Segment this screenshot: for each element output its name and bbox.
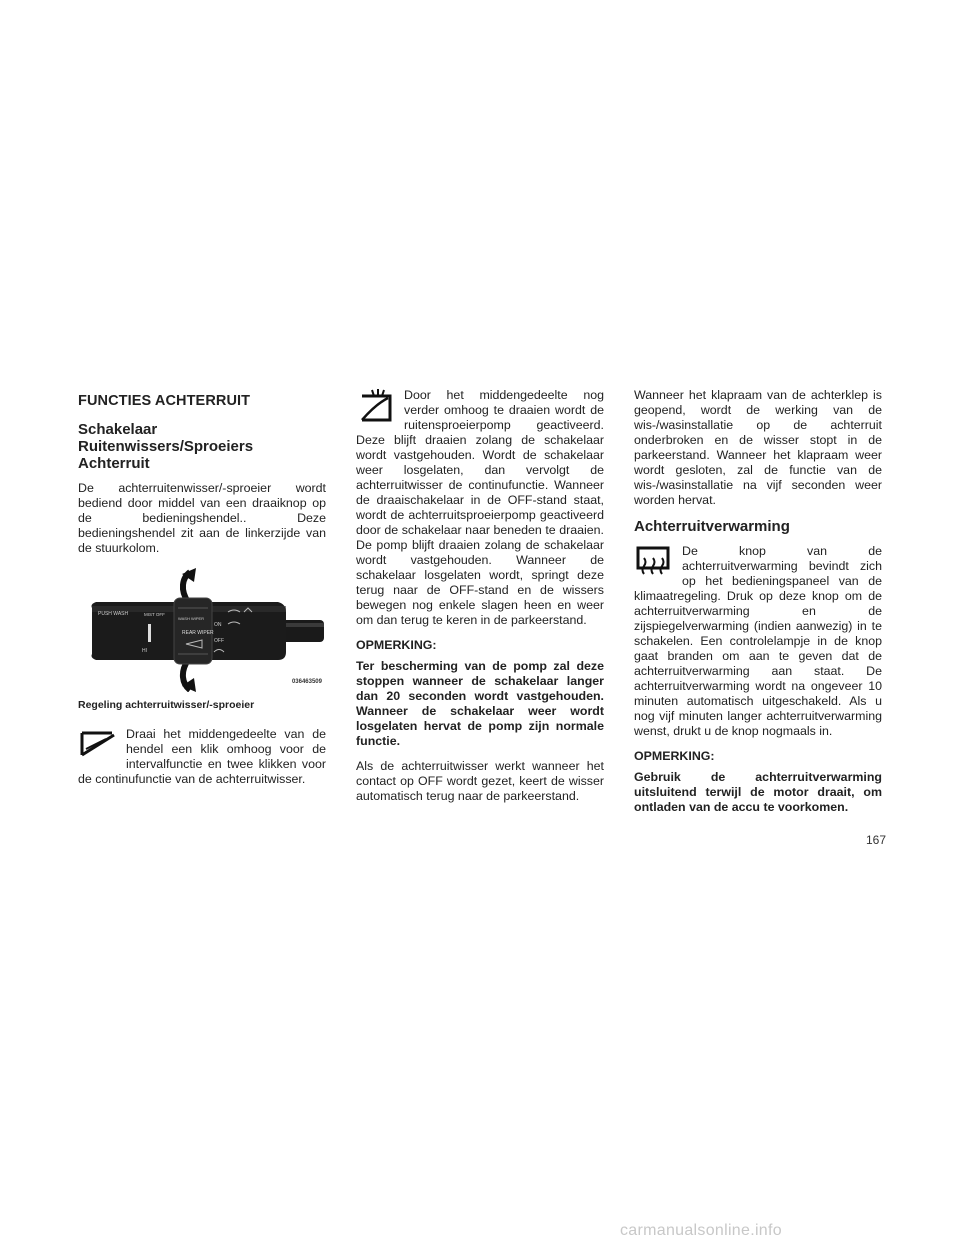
washer-paragraph-block [356,388,604,638]
washer-paragraph: Door het middengedeelte nog verder omhoog te draaien wordt de ruitensproeierpomp geactiveerd. Deze blijft draaien zolang de schakelaar wordt vastgehouden. Wordt de schakelaar weer losgelaten, dan vervolgt de achterruitwisser de continufunctie. Wanneer de draaischakelaar in de OFF-stand staat, wordt de achterruitsproeierpomp geactiveerd door de schakelaar naar beneden te draaien. De pomp blijft draaien zolang de schakelaar wordt vastgehouden. Wanneer de schakelaar losgelaten wordt, springt deze terug naar de OFF-stand en de wissers bewegen nog enkele slagen heen en weer om dan terug te keren in de parkeerstand. [356,388,604,627]
wiper-paragraph-block [78,727,326,797]
wiper-lever-illustration [78,568,326,692]
subsection-title-wiper-switch: Schakelaar Ruitenwissers/Sproeiers Achterruit [78,421,254,472]
note1-title: OPMERKING: [356,638,437,652]
label-rear-wiper: REAR WIPER [182,630,214,636]
subsection-title-defrost: Achterruitverwarming [634,518,790,535]
rear-wiper-icon [78,727,118,765]
label-wash-wiper: WASH WIPER [178,616,205,621]
defrost-icon [634,544,674,582]
note2-title: OPMERKING: [634,749,715,763]
note2-body: Gebruik de achterruitverwarming uitsluitend terwijl de motor draait, om ontladen van de accu te voorkomen. [634,770,882,814]
figure-code: 036463509 [291,679,322,685]
rear-washer-icon [356,388,396,426]
wiper-lever-figure [78,568,326,692]
column-right [634,388,882,825]
wiper-paragraph: Draai het middengedeelte van de hendel een klik omhoog voor de intervalfunctie en twee klikken voor de continufunctie van de achterruitwisser. [78,727,326,786]
label-mist-off: MIST OFF [144,612,165,617]
liftgate-paragraph: Wanneer het klapraam van de achterklep is geopend, wordt de werking van de wis-/wasinstallatie op de achterruit onderbroken en de wisser stopt in de parkeerstand. Wanneer het klapraam weer wordt gesloten, zal de functie van de wis-/wasinstallatie na vijf seconden weer worden hervat. [634,388,882,507]
label-on: ON [214,622,222,628]
watermark: carmanualsonline.info [620,1222,782,1239]
column-middle [356,388,604,814]
label-off: OFF [214,638,224,644]
column-left [78,388,326,797]
figure-caption: Regeling achterruitwisser/-sproeier [78,699,255,711]
section-title: FUNCTIES ACHTERRUIT [78,393,251,409]
intro-paragraph: De achterruitenwisser/-sproeier wordt bediend door middel van een draaiknop op de bedieningshendel.. Deze bedieningshendel zit aan de linkerzijde van de stuurkolom. [78,481,326,555]
ignition-paragraph: Als de achterruitwisser werkt wanneer het contact op OFF wordt gezet, keert de wisser automatisch terug naar de parkeerstand. [356,759,604,803]
note1-body: Ter bescherming van de pomp zal deze stoppen wanneer de schakelaar langer dan 20 seconden wordt vastgehouden. Wanneer de schakelaar weer wordt losgelaten hervat de pomp zijn normale functie. [356,659,604,748]
label-hi: HI [142,648,147,654]
defrost-paragraph: De knop van de achterruitverwarming bevindt zich op het bedieningspaneel van de klimaatregeling. Druk op deze knop om de achterruitverwarming en de zijspiegelverwarming (indien aanwezig) in te schakelen. Een controlelampje in de knop gaat branden om aan te geven dat de achterruitverwarming aan staat. De achterruitverwarming wordt na ongeveer 10 minuten automatisch uitgeschakeld. Als u nog vijf minuten langer achterruitverwarming wenst, drukt u de knop nogmaals in. [634,544,882,738]
defrost-paragraph-block [634,544,882,749]
label-push-wash: PUSH WASH [98,611,129,617]
page-number: 167 [866,833,887,847]
